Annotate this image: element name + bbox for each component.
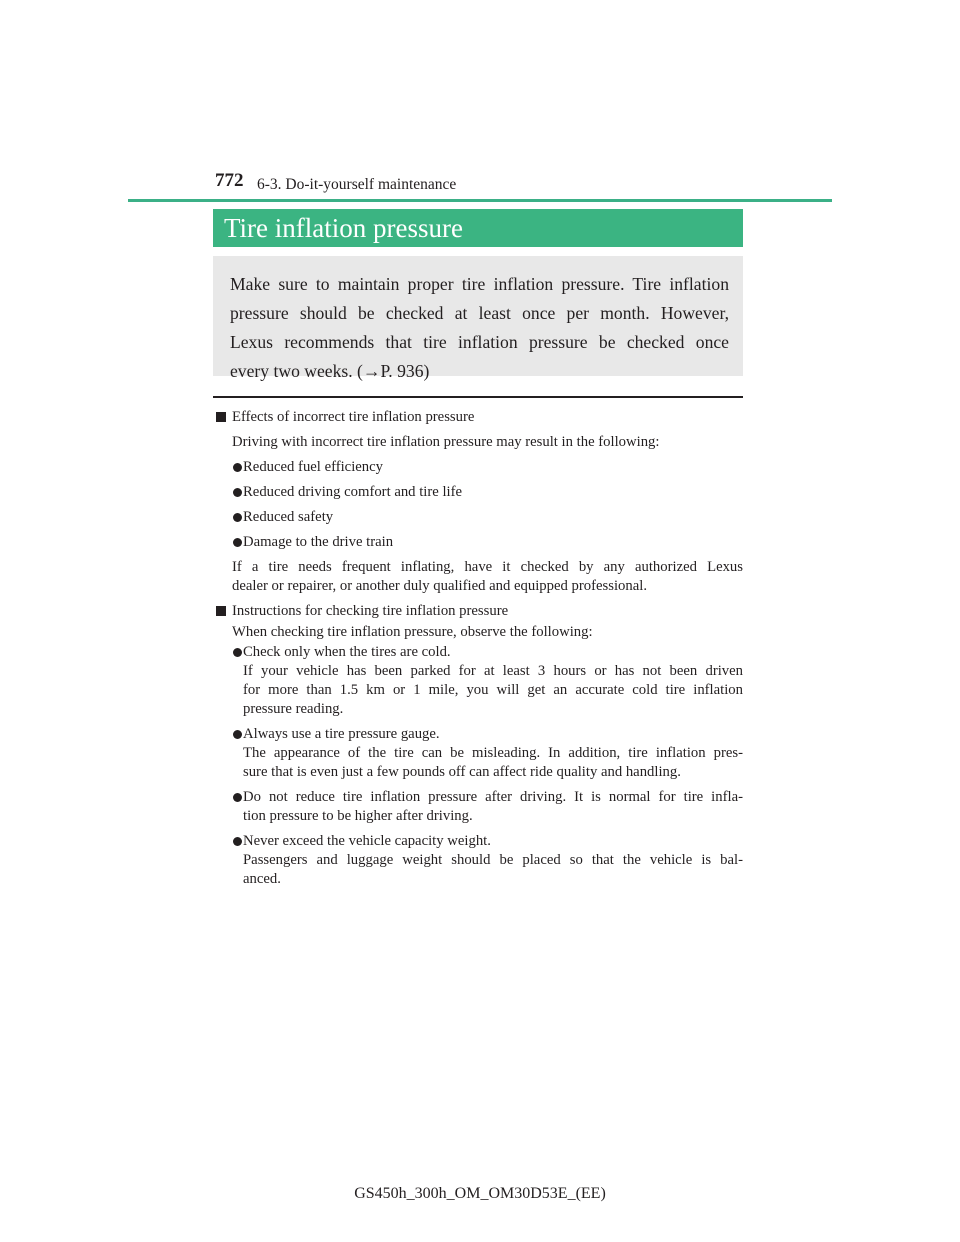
- intro-line: Make sure to maintain proper tire inflation pressure. Tire inflation: [230, 274, 729, 294]
- instructions-heading: Instructions for checking tire inflation pressure: [215, 602, 743, 621]
- intro-box: [213, 256, 743, 381]
- instruction-title: Never exceed the vehicle capacity weight.: [243, 833, 491, 849]
- instruction-item: [215, 788, 743, 826]
- instruction-item: [215, 643, 743, 719]
- effects-note-line: dealer or repairer, or another duly qualified and equipped professional.: [232, 578, 647, 594]
- intro-line: every two weeks. (→P. 936): [230, 361, 430, 381]
- section-title: 6-3. Do-it-yourself maintenance: [257, 176, 457, 193]
- section-divider: [213, 396, 743, 398]
- instruction-detail-line: If your vehicle has been parked for at least 3 hours or has not been driven: [243, 663, 743, 679]
- instruction-item: [215, 832, 743, 889]
- footer-manual-code: GS450h_300h_OM_OM30D53E_(EE): [354, 1185, 606, 1202]
- instruction-title-line: tion pressure to be higher after driving.: [243, 808, 473, 824]
- intro-line: pressure should be checked at least once per month. However,: [230, 303, 729, 323]
- instruction-detail-line: Passengers and luggage weight should be placed so that the vehicle is bal-: [243, 852, 743, 868]
- instruction-title-line: Do not reduce tire inflation pressure after driving. It is normal for tire infla-: [243, 789, 743, 805]
- effects-item: Reduced fuel efficiency: [215, 458, 743, 477]
- effects-note-line: If a tire needs frequent inflating, have it checked by any authorized Lexus: [232, 559, 743, 575]
- instruction-detail-line: sure that is even just a few pounds off can affect ride quality and handling.: [243, 764, 681, 780]
- instruction-detail-line: for more than 1.5 km or 1 mile, you will get an accurate cold tire inflation: [243, 682, 743, 698]
- effects-lead: Driving with incorrect tire inflation pressure may result in the following:: [232, 434, 660, 450]
- instruction-detail-line: anced.: [243, 871, 281, 887]
- effects-item: Reduced safety: [215, 508, 743, 527]
- effects-note: [215, 558, 743, 596]
- instruction-title: Check only when the tires are cold.: [243, 644, 451, 660]
- instruction-title: Always use a tire pressure gauge.: [243, 726, 440, 742]
- instruction-detail-line: pressure reading.: [243, 701, 344, 717]
- topic-banner: Tire inflation pressure: [213, 209, 743, 247]
- header-rule: [128, 199, 832, 202]
- instructions-lead: When checking tire inflation pressure, observe the following:: [232, 624, 593, 640]
- page-number: 772: [215, 170, 244, 191]
- effects-item: Reduced driving comfort and tire life: [215, 483, 743, 502]
- intro-line: Lexus recommends that tire inflation pressure be checked once: [230, 332, 729, 352]
- content: [215, 408, 743, 889]
- intro-text: [230, 270, 729, 386]
- instruction-item: [215, 725, 743, 782]
- effects-item: Damage to the drive train: [215, 533, 743, 552]
- effects-heading: Effects of incorrect tire inflation pressure: [215, 408, 743, 427]
- instruction-detail-line: The appearance of the tire can be misleading. In addition, tire inflation pres-: [243, 745, 743, 761]
